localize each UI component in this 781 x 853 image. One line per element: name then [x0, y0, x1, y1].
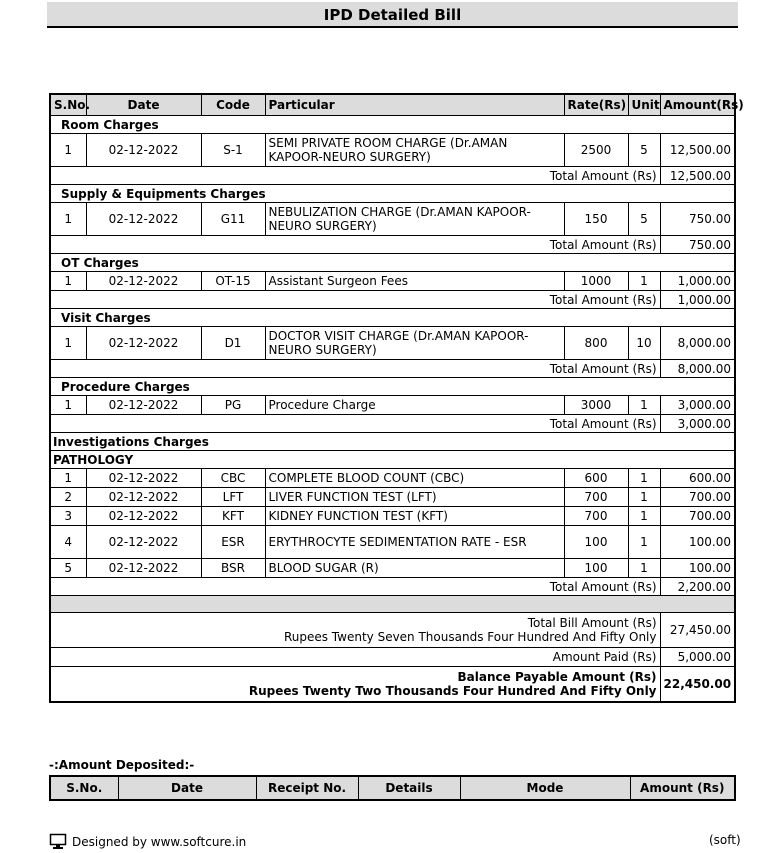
total-amount: 1,000.00 [660, 291, 735, 309]
cell-unit: 1 [628, 507, 660, 526]
deposit-header-receipt: Receipt No. [256, 776, 358, 800]
section-title: OT Charges [50, 254, 735, 272]
total-bill-words: Rupees Twenty Seven Thousands Four Hundred And Fifty Only [283, 630, 657, 644]
cell-date: 02-12-2022 [86, 272, 201, 291]
bill-header-row [50, 94, 735, 116]
cell-code: D1 [201, 327, 265, 360]
header-particular: Particular [265, 94, 564, 116]
cell-date: 02-12-2022 [86, 134, 201, 167]
cell-particular: NEBULIZATION CHARGE (Dr.AMAN KAPOOR-NEURO SURGERY) [265, 203, 564, 236]
amount-paid-label: Amount Paid (Rs) [50, 648, 660, 667]
total-label: Total Amount (Rs) [50, 236, 660, 254]
cell-unit: 1 [628, 559, 660, 578]
monitor-icon [50, 834, 66, 849]
cell-sno: 1 [50, 134, 86, 167]
balance-row [50, 667, 735, 703]
cell-rate: 600 [564, 469, 628, 488]
total-label: Total Amount (Rs) [50, 578, 660, 596]
table-row [50, 488, 735, 507]
balance-words: Rupees Twenty Two Thousands Four Hundred And Fifty Only [248, 684, 657, 698]
header-rate: Rate(Rs) [564, 94, 628, 116]
table-row [50, 272, 735, 291]
cell-sno: 1 [50, 396, 86, 415]
separator-row [50, 596, 735, 613]
cell-sno: 5 [50, 559, 86, 578]
cell-rate: 800 [564, 327, 628, 360]
cell-sno: 3 [50, 507, 86, 526]
cell-amount: 100.00 [660, 526, 735, 559]
cell-rate: 2500 [564, 134, 628, 167]
amount-paid-value: 5,000.00 [660, 648, 735, 667]
total-label: Total Amount (Rs) [50, 167, 660, 185]
table-row [50, 203, 735, 236]
balance-amount: 22,450.00 [660, 667, 735, 703]
cell-amount: 700.00 [660, 488, 735, 507]
table-row [50, 507, 735, 526]
section-title: Visit Charges [50, 309, 735, 327]
cell-rate: 700 [564, 507, 628, 526]
cell-code: PG [201, 396, 265, 415]
header-sno: S.No. [50, 94, 86, 116]
cell-rate: 150 [564, 203, 628, 236]
cell-code: KFT [201, 507, 265, 526]
cell-sno: 1 [50, 203, 86, 236]
total-row [50, 291, 735, 309]
cell-code: ESR [201, 526, 265, 559]
deposit-title: -:Amount Deposited:- [49, 758, 195, 772]
cell-amount: 600.00 [660, 469, 735, 488]
cell-amount: 8,000.00 [660, 327, 735, 360]
section-title: Investigations Charges [50, 433, 735, 451]
total-row [50, 360, 735, 378]
cell-amount: 100.00 [660, 559, 735, 578]
cell-amount: 1,000.00 [660, 272, 735, 291]
total-bill-amount: 27,450.00 [660, 613, 735, 648]
table-row [50, 559, 735, 578]
cell-code: G11 [201, 203, 265, 236]
section-title: Room Charges [50, 116, 735, 134]
table-row [50, 469, 735, 488]
total-label: Total Amount (Rs) [50, 291, 660, 309]
cell-code: OT-15 [201, 272, 265, 291]
footer [50, 834, 246, 849]
cell-unit: 1 [628, 526, 660, 559]
cell-rate: 100 [564, 559, 628, 578]
deposit-header-row [50, 776, 735, 800]
cell-amount: 700.00 [660, 507, 735, 526]
total-row [50, 167, 735, 185]
cell-sno: 2 [50, 488, 86, 507]
deposit-header-amount: Amount (Rs) [630, 776, 735, 800]
total-row [50, 578, 735, 596]
deposit-header-date: Date [118, 776, 256, 800]
total-row [50, 415, 735, 433]
cell-sno: 1 [50, 327, 86, 360]
deposit-table [49, 775, 736, 801]
total-bill-label [50, 613, 660, 648]
cell-amount: 12,500.00 [660, 134, 735, 167]
section-title: Supply & Equipments Charges [50, 185, 735, 203]
cell-unit: 10 [628, 327, 660, 360]
cell-unit: 1 [628, 396, 660, 415]
cell-unit: 1 [628, 469, 660, 488]
cell-particular: Procedure Charge [265, 396, 564, 415]
header-date: Date [86, 94, 201, 116]
cell-date: 02-12-2022 [86, 559, 201, 578]
cell-date: 02-12-2022 [86, 507, 201, 526]
bill-title: IPD Detailed Bill [47, 2, 738, 28]
cell-unit: 1 [628, 488, 660, 507]
cell-particular: ERYTHROCYTE SEDIMENTATION RATE - ESR [265, 526, 564, 559]
cell-date: 02-12-2022 [86, 203, 201, 236]
cell-particular: KIDNEY FUNCTION TEST (KFT) [265, 507, 564, 526]
amount-paid-row [50, 648, 735, 667]
table-row [50, 396, 735, 415]
deposit-header-mode: Mode [460, 776, 630, 800]
cell-code: LFT [201, 488, 265, 507]
cell-amount: 750.00 [660, 203, 735, 236]
subsection-title: PATHOLOGY [50, 451, 735, 469]
total-amount: 12,500.00 [660, 167, 735, 185]
cell-sno: 1 [50, 272, 86, 291]
cell-sno: 1 [50, 469, 86, 488]
cell-particular: SEMI PRIVATE ROOM CHARGE (Dr.AMAN KAPOOR-NEURO SURGERY) [265, 134, 564, 167]
table-row [50, 327, 735, 360]
total-row [50, 236, 735, 254]
table-row [50, 134, 735, 167]
designed-by: Designed by www.softcure.in [72, 834, 247, 849]
cell-date: 02-12-2022 [86, 469, 201, 488]
total-amount: 8,000.00 [660, 360, 735, 378]
total-label: Total Amount (Rs) [50, 360, 660, 378]
cell-date: 02-12-2022 [86, 526, 201, 559]
total-bill-label-text: Total Bill Amount (Rs) [527, 616, 657, 630]
soft-label: (soft) [709, 833, 741, 847]
section-title: Procedure Charges [50, 378, 735, 396]
cell-particular: COMPLETE BLOOD COUNT (CBC) [265, 469, 564, 488]
cell-unit: 5 [628, 134, 660, 167]
total-label: Total Amount (Rs) [50, 415, 660, 433]
cell-code: CBC [201, 469, 265, 488]
cell-sno: 4 [50, 526, 86, 559]
cell-particular: Assistant Surgeon Fees [265, 272, 564, 291]
total-amount: 2,200.00 [660, 578, 735, 596]
total-bill-row [50, 613, 735, 648]
header-code: Code [201, 94, 265, 116]
header-amount: Amount(Rs) [660, 94, 735, 116]
cell-code: BSR [201, 559, 265, 578]
table-row [50, 526, 735, 559]
cell-rate: 100 [564, 526, 628, 559]
balance-label [50, 667, 660, 703]
cell-amount: 3,000.00 [660, 396, 735, 415]
total-amount: 750.00 [660, 236, 735, 254]
header-unit: Unit [628, 94, 660, 116]
balance-label-text: Balance Payable Amount (Rs) [457, 670, 657, 684]
cell-code: S-1 [201, 134, 265, 167]
cell-date: 02-12-2022 [86, 488, 201, 507]
cell-rate: 3000 [564, 396, 628, 415]
bill-table [49, 93, 744, 703]
cell-unit: 5 [628, 203, 660, 236]
cell-unit: 1 [628, 272, 660, 291]
total-amount: 3,000.00 [660, 415, 735, 433]
deposit-header-details: Details [358, 776, 460, 800]
cell-rate: 700 [564, 488, 628, 507]
cell-particular: DOCTOR VISIT CHARGE (Dr.AMAN KAPOOR-NEURO SURGERY) [265, 327, 564, 360]
cell-rate: 1000 [564, 272, 628, 291]
deposit-header-sno: S.No. [50, 776, 118, 800]
cell-date: 02-12-2022 [86, 327, 201, 360]
cell-particular: LIVER FUNCTION TEST (LFT) [265, 488, 564, 507]
cell-date: 02-12-2022 [86, 396, 201, 415]
cell-particular: BLOOD SUGAR (R) [265, 559, 564, 578]
